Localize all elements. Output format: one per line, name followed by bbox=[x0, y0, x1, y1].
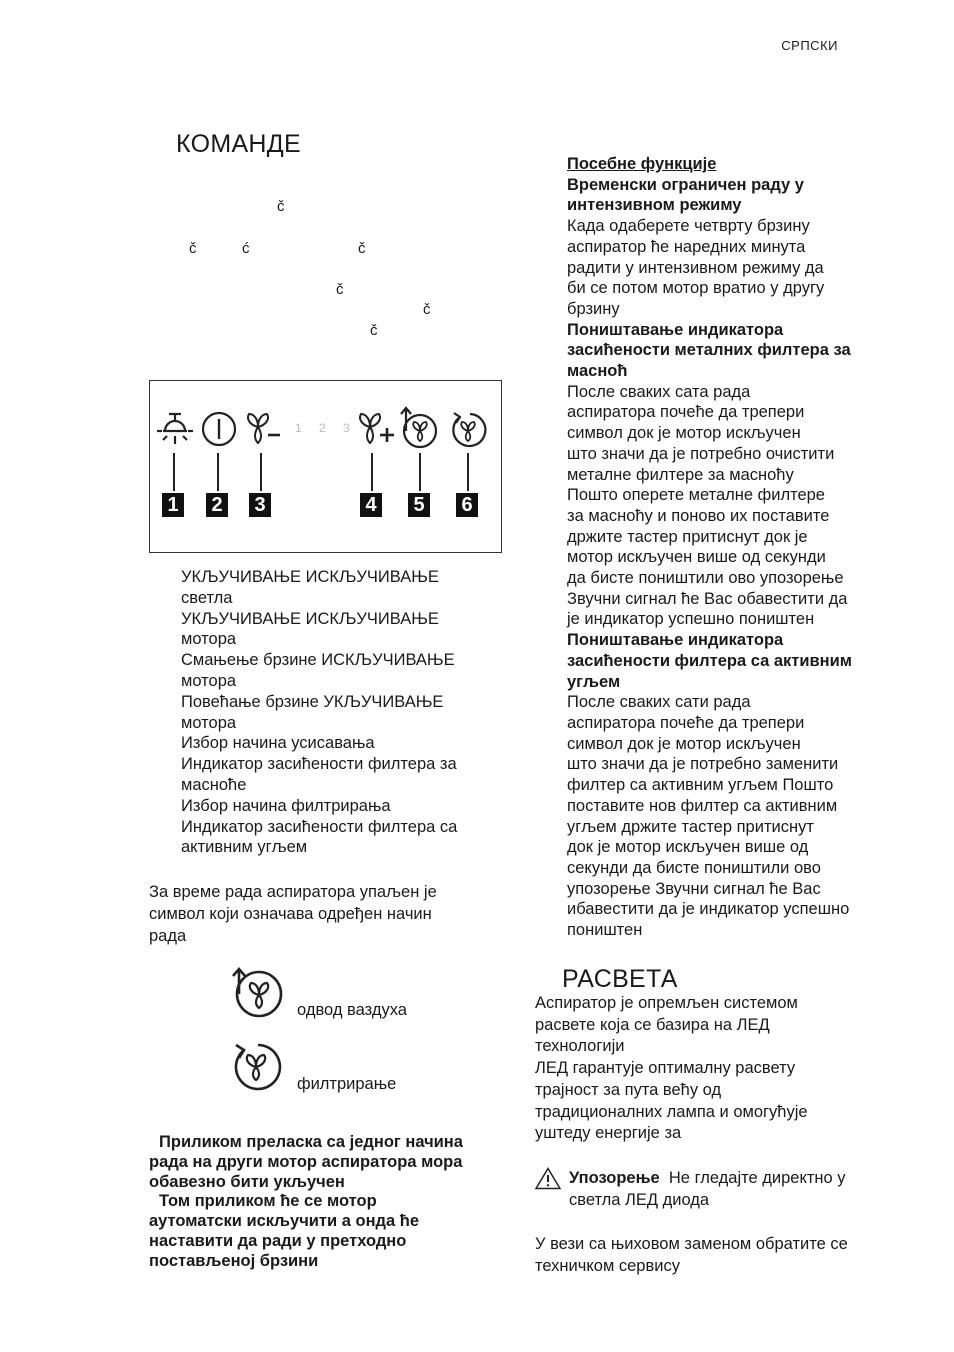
lighting-line: ЛЕД гарантује оптималну расвету bbox=[535, 1059, 796, 1078]
stray-char: č bbox=[336, 281, 344, 298]
grease-body-line: мотор искључен више од секунди bbox=[567, 548, 826, 567]
warning-triangle-icon bbox=[535, 1167, 561, 1190]
timed-body-line: брзину bbox=[567, 299, 620, 318]
carbon-body-line: ибавестити да је индикатор успешно bbox=[567, 900, 850, 919]
grease-title-line: масноћ bbox=[567, 362, 628, 381]
warning-line: обавезно бити укључен bbox=[149, 1172, 345, 1191]
stray-char: č bbox=[370, 322, 378, 339]
stray-char: č bbox=[277, 198, 285, 215]
label-1: 1 bbox=[162, 493, 184, 517]
lighting-line: традиционалних лампа и омогућује bbox=[535, 1102, 808, 1121]
grease-body-line: После сваких сата рада bbox=[567, 382, 751, 401]
leader-line bbox=[371, 453, 373, 491]
stray-char: č bbox=[358, 240, 366, 257]
carbon-body-line: поставите нов филтер са активним bbox=[567, 796, 838, 815]
grease-body-line: Пошто оперете металне филтере bbox=[567, 486, 825, 505]
mode-intro-line: рада bbox=[149, 927, 187, 945]
recirculation-mode-icon bbox=[448, 409, 488, 451]
grease-body-line: символ док је мотор искључен bbox=[567, 424, 801, 443]
warning-line: наставити да ради у претходно bbox=[149, 1231, 407, 1250]
caution-label: Упозорење bbox=[569, 1169, 660, 1187]
stray-char: č bbox=[423, 301, 431, 318]
leader-line bbox=[217, 453, 219, 491]
carbon-body-line: поништен bbox=[567, 921, 643, 940]
legend-line: мотора bbox=[181, 671, 237, 690]
stray-char: ć bbox=[242, 240, 250, 257]
stray-char: č bbox=[189, 240, 197, 257]
warning-line: постављеној брзини bbox=[149, 1251, 319, 1270]
grease-body-line: је индикатор успешно поништен bbox=[567, 610, 815, 629]
grease-body-line: аспиратора почеће да трепери bbox=[567, 403, 805, 422]
carbon-body-line: филтер са активним угљем Пошто bbox=[567, 776, 834, 795]
label-3: 3 bbox=[249, 493, 271, 517]
lighting-line: Аспиратор је опремљен системом bbox=[535, 994, 798, 1012]
timed-title-line: Временски ограничен раду у bbox=[567, 175, 804, 194]
timed-body-line: радити у интензивном режиму да bbox=[567, 258, 824, 277]
mode-intro bbox=[149, 881, 437, 947]
legend-line: светла bbox=[181, 588, 233, 607]
lighting-line: трајност за пута већу од bbox=[535, 1080, 722, 1099]
legend-line: Избор начина усисавања bbox=[181, 734, 375, 753]
timed-body-line: Када одаберете четврту брзину bbox=[567, 217, 810, 236]
legend-line: Индикатор засићености филтера за bbox=[181, 755, 457, 774]
legend-line: Избор начина филтрирања bbox=[181, 796, 391, 815]
caution-text: светла ЛЕД диода bbox=[569, 1191, 710, 1209]
power-icon bbox=[201, 411, 237, 447]
mode-intro-line: За време рада аспиратора упаљен је bbox=[149, 883, 437, 901]
caution-text: Не гледајте директно у bbox=[668, 1169, 846, 1187]
carbon-body-line: упозорење Звучни сигнал ће Вас bbox=[567, 879, 821, 898]
section-title-controls: КОМАНДЕ bbox=[176, 130, 301, 158]
fan-minus-icon bbox=[244, 411, 284, 445]
grease-body-line: за масноћу и поново их поставите bbox=[567, 506, 830, 525]
mode-intro-line: символ који означава одређен начин bbox=[149, 905, 432, 923]
label-4: 4 bbox=[360, 493, 382, 517]
special-functions-title: Посебне функције bbox=[567, 155, 717, 173]
controls-legend bbox=[181, 567, 457, 858]
extraction-mode-icon bbox=[398, 405, 440, 451]
carbon-title-line: Поништавање индикатора bbox=[567, 631, 784, 650]
carbon-title-line: угљем bbox=[567, 672, 621, 691]
warning-line: Приликом преласка са једног начина bbox=[159, 1133, 463, 1151]
grease-body-line: металне филтере за масноћу bbox=[567, 465, 794, 484]
leader-line bbox=[173, 453, 175, 491]
mode-filter-label: филтрирање bbox=[297, 1075, 397, 1093]
grease-body-line: држите тастер притиснут док је bbox=[567, 527, 808, 546]
warning-line: рада на други мотор аспиратора мора bbox=[149, 1152, 463, 1171]
carbon-body-line: После сваких сати рада bbox=[567, 693, 751, 712]
grease-body-line: да бисте поништили ово упозорење bbox=[567, 569, 844, 588]
label-2: 2 bbox=[206, 493, 228, 517]
fan-plus-icon bbox=[356, 411, 398, 445]
lighting-line: уштеду енергије за bbox=[535, 1124, 682, 1143]
legend-line: Смањење брзине ИСКЉУЧИВАЊЕ bbox=[181, 651, 455, 670]
mode-change-warning bbox=[149, 1133, 463, 1272]
legend-line: Повећање брзине УКЉУЧИВАЊЕ bbox=[181, 692, 444, 711]
carbon-body-line: што значи да је потребно заменити bbox=[567, 755, 839, 774]
timed-body-line: би се потом мотор вратио у другу bbox=[567, 279, 825, 298]
legend-line: масноће bbox=[181, 775, 247, 794]
speed-numbers: 1 2 3 4 bbox=[295, 421, 381, 435]
carbon-body-line: аспиратора почеће да трепери bbox=[567, 713, 805, 732]
grease-body-line: Звучни сигнал ће Вас обавестити да bbox=[567, 589, 848, 608]
label-5: 5 bbox=[408, 493, 430, 517]
timed-title-line: интензивном режиму bbox=[567, 196, 742, 215]
lighting-line: технологији bbox=[535, 1037, 625, 1056]
carbon-body-line: секунди да бисте поништили ово bbox=[567, 858, 821, 877]
carbon-body-line: док је мотор искључен више од bbox=[567, 838, 809, 857]
language-label: СРПСКИ bbox=[781, 38, 838, 53]
legend-line: УКЉУЧИВАЊЕ ИСКЉУЧИВАЊЕ bbox=[181, 609, 439, 628]
caution-note bbox=[569, 1167, 846, 1211]
carbon-body-line: символ док је мотор искључен bbox=[567, 734, 801, 753]
grease-title-line: засићености металних филтера за bbox=[567, 341, 851, 360]
lighting-line: расвете која се базира на ЛЕД bbox=[535, 1015, 770, 1034]
legend-line: мотора bbox=[181, 630, 237, 649]
grease-body-line: што значи да је потребно очистити bbox=[567, 444, 835, 463]
special-functions-section bbox=[567, 154, 852, 941]
leader-line bbox=[260, 453, 262, 491]
section-title-lighting: РАСВЕТА bbox=[562, 965, 678, 993]
legend-line: УКЉУЧИВАЊЕ ИСКЉУЧИВАЊЕ bbox=[181, 568, 439, 586]
warning-line: Том приликом ће се мотор bbox=[159, 1192, 377, 1211]
carbon-title-line: засићености филтера са активним bbox=[567, 651, 852, 670]
service-line: техничком сервису bbox=[535, 1257, 680, 1275]
extraction-mode-icon bbox=[228, 966, 284, 1020]
leader-line bbox=[467, 453, 469, 491]
control-panel-diagram bbox=[149, 380, 502, 553]
mode-exhaust-label: одвод ваздуха bbox=[297, 1001, 407, 1019]
carbon-body-line: угљем држите тастер притиснут bbox=[567, 817, 814, 836]
leader-line bbox=[419, 453, 421, 491]
grease-title-line: Поништавање индикатора bbox=[567, 320, 784, 339]
label-6: 6 bbox=[456, 493, 478, 517]
light-icon bbox=[156, 409, 194, 449]
recirculation-mode-icon bbox=[228, 1040, 284, 1092]
timed-body-line: аспиратор ће наредних минута bbox=[567, 237, 806, 256]
service-note bbox=[535, 1233, 848, 1277]
legend-line: активним угљем bbox=[181, 838, 308, 857]
lighting-body bbox=[535, 993, 808, 1145]
legend-line: мотора bbox=[181, 713, 237, 732]
warning-line: аутоматски искључити а онда ће bbox=[149, 1212, 420, 1231]
legend-line: Индикатор засићености филтера са bbox=[181, 817, 458, 836]
service-line: У вези са њиховом заменом обратите се bbox=[535, 1235, 848, 1253]
